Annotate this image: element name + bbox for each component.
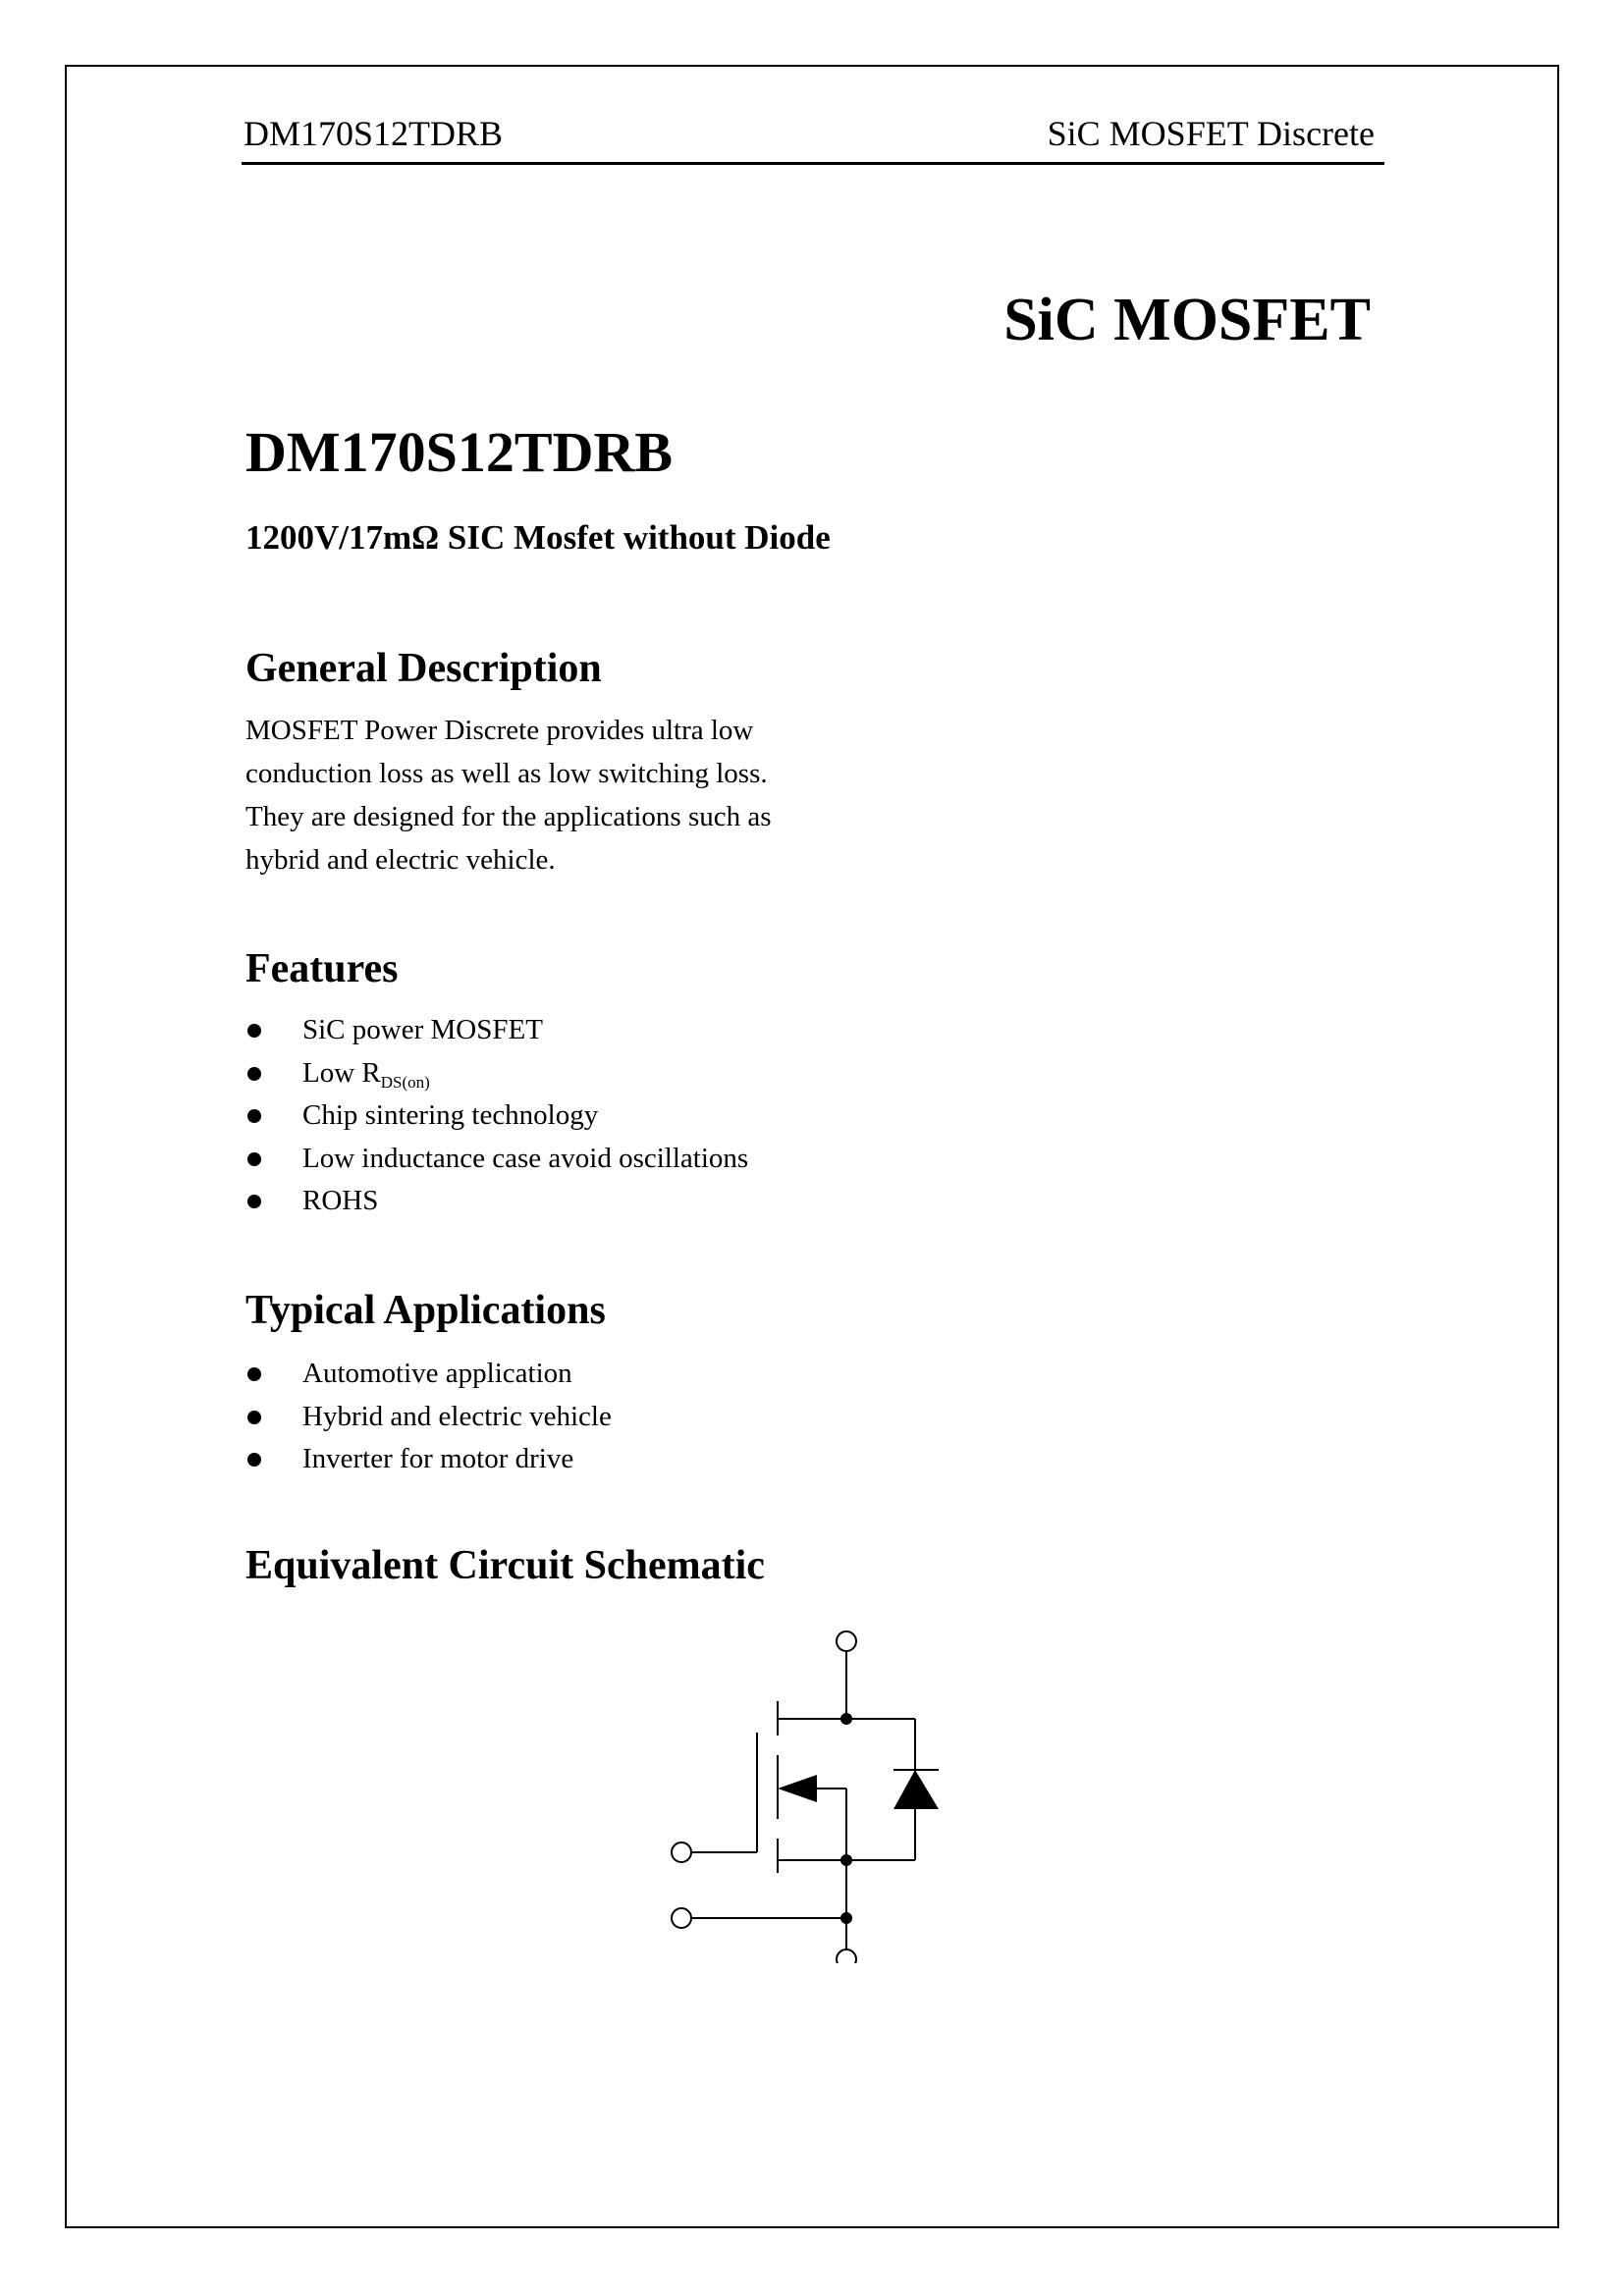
- bullet-icon: [247, 1109, 261, 1123]
- header-doc-type: SiC MOSFET Discrete: [1047, 114, 1375, 153]
- drain-terminal-icon: [837, 1631, 856, 1651]
- feature-text: Low R: [302, 1056, 381, 1089]
- feature-text: ROHS: [302, 1185, 379, 1216]
- bullet-icon: [247, 1195, 261, 1208]
- general-description-text: [245, 709, 854, 881]
- diode-icon: [893, 1770, 939, 1809]
- description-line: They are designed for the applications such as: [245, 801, 772, 832]
- part-number-title: DM170S12TDRB: [245, 420, 674, 484]
- feature-text: SiC power MOSFET: [302, 1014, 543, 1045]
- junction-dot-icon: [840, 1912, 852, 1924]
- list-item: [245, 1353, 612, 1396]
- description-line: hybrid and electric vehicle.: [245, 844, 556, 876]
- list-item: [245, 1180, 748, 1223]
- application-text: Inverter for motor drive: [302, 1443, 574, 1474]
- list-item: [245, 1095, 748, 1138]
- applications-list: [245, 1353, 612, 1481]
- feature-text: Low inductance case avoid oscillations: [302, 1142, 749, 1174]
- list-item: [245, 1396, 612, 1439]
- list-item: [245, 1438, 612, 1481]
- header-part-number: DM170S12TDRB: [244, 114, 504, 153]
- schematic-heading: Equivalent Circuit Schematic: [245, 1543, 765, 1588]
- bullet-icon: [247, 1067, 261, 1081]
- junction-dot-icon: [840, 1713, 852, 1725]
- application-text: Automotive application: [302, 1358, 572, 1389]
- header-rule: [242, 162, 1384, 165]
- list-item: [245, 1052, 748, 1095]
- features-heading: Features: [245, 946, 399, 991]
- description-line: conduction loss as well as low switching loss.: [245, 758, 768, 789]
- rds-subscript: DS(on): [380, 1072, 430, 1092]
- applications-heading: Typical Applications: [245, 1288, 606, 1333]
- kelvin-source-terminal-icon: [672, 1908, 691, 1928]
- junction-dot-icon: [840, 1854, 852, 1866]
- general-description-heading: General Description: [245, 646, 602, 691]
- bullet-icon: [247, 1152, 261, 1166]
- mosfet-circuit-schematic: [648, 1610, 962, 1963]
- features-list: [245, 1009, 748, 1223]
- feature-text: Chip sintering technology: [302, 1099, 599, 1131]
- source-terminal-icon: [837, 1949, 856, 1963]
- list-item: [245, 1009, 748, 1052]
- product-subtitle: 1200V/17mΩ SIC Mosfet without Diode: [245, 518, 831, 557]
- bullet-icon: [247, 1453, 261, 1467]
- channel-arrow-icon: [778, 1775, 817, 1802]
- list-item: [245, 1138, 748, 1181]
- bullet-icon: [247, 1411, 261, 1424]
- bullet-icon: [247, 1367, 261, 1381]
- application-text: Hybrid and electric vehicle: [302, 1400, 612, 1432]
- product-type-title: SiC MOSFET: [1003, 287, 1371, 353]
- gate-terminal-icon: [672, 1842, 691, 1862]
- bullet-icon: [247, 1024, 261, 1038]
- description-line: MOSFET Power Discrete provides ultra low: [245, 715, 754, 746]
